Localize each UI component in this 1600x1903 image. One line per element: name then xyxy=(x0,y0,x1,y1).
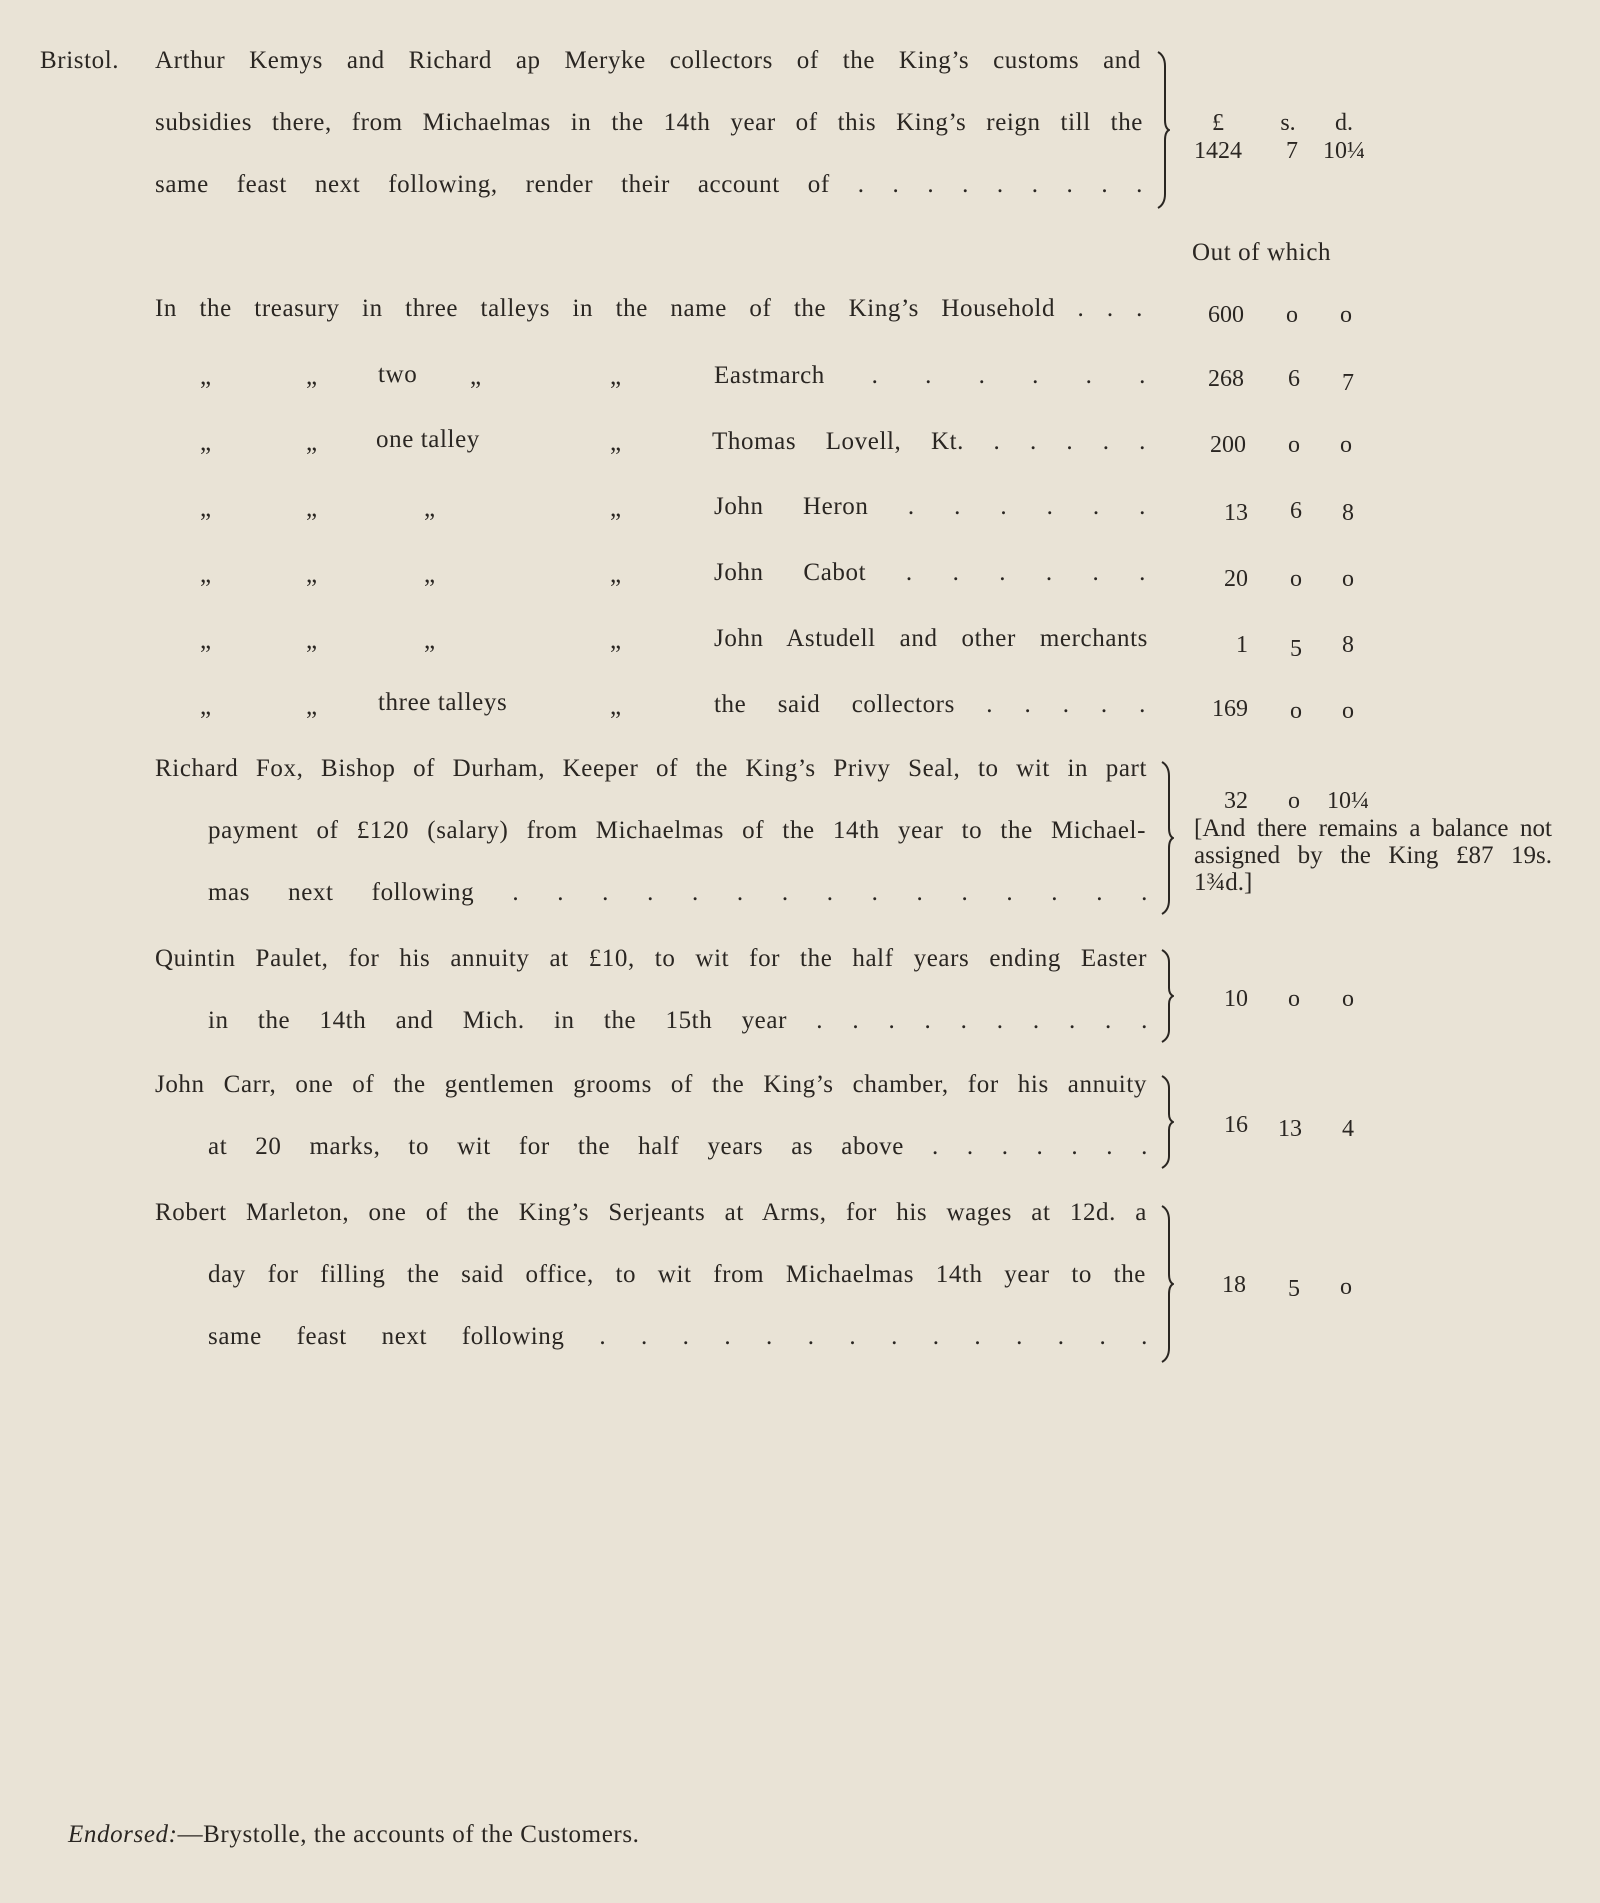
total-pounds: 1424 xyxy=(1194,138,1242,164)
entry-line: day for filling the said office, to wit from Michaelmas 14th year to the xyxy=(208,1261,1146,1288)
amount-pence: o xyxy=(1342,566,1354,592)
amount-shillings: 6 xyxy=(1290,498,1302,524)
amount-shillings: o xyxy=(1290,566,1302,592)
total-shillings: 7 xyxy=(1286,138,1298,164)
talley-count: three talleys xyxy=(378,689,508,716)
entry-line: at 20 marks, to wit for the half years as above . . . . . . . xyxy=(208,1133,1148,1160)
talley-name: the said collectors . . . . . xyxy=(714,691,1146,718)
amount-pounds: 18 xyxy=(1222,1272,1246,1298)
amount-pounds: 20 xyxy=(1224,566,1248,592)
heading-line-1: Arthur Kemys and Richard ap Meryke collectors of the King’s customs and xyxy=(155,47,1141,74)
talley-name: John Cabot . . . . . . xyxy=(714,559,1146,586)
entry-line: mas next following . . . . . . . . . . . . . . . xyxy=(208,879,1148,906)
amount-shillings: o xyxy=(1288,788,1300,814)
ditto-mark: „ xyxy=(610,495,622,522)
talley-count: two xyxy=(378,361,418,388)
entry-line: Quintin Paulet, for his annuity at £10, to wit for the half years ending Easter xyxy=(155,945,1147,972)
amount-pounds: 169 xyxy=(1212,696,1248,722)
ditto-mark: „ xyxy=(610,429,622,456)
ditto-mark: „ xyxy=(200,627,212,654)
amount-pence: o xyxy=(1342,698,1354,724)
ditto-mark: „ xyxy=(424,627,436,654)
endorsement xyxy=(68,1820,640,1850)
unit-pounds: £ xyxy=(1212,110,1224,136)
place-label: Bristol. xyxy=(40,47,120,74)
amount-pounds: 1 xyxy=(1236,632,1248,658)
ditto-mark: „ xyxy=(200,429,212,456)
amount-shillings: 5 xyxy=(1288,1276,1300,1302)
talley-name: John Astudell and other merchants xyxy=(714,625,1148,652)
ditto-mark: „ xyxy=(610,627,622,654)
amount-pounds: 200 xyxy=(1210,432,1246,458)
entry-line: Robert Marleton, one of the King’s Serjeants at Arms, for his wages at 12d. a xyxy=(155,1199,1147,1226)
ditto-mark: „ xyxy=(200,693,212,720)
unit-pence: d. xyxy=(1335,110,1353,136)
ditto-mark: „ xyxy=(306,561,318,588)
amount-pounds: 268 xyxy=(1208,366,1244,392)
entry-line: payment of £120 (salary) from Michaelmas of the 14th year to the Michael- xyxy=(208,817,1146,844)
amount-shillings: 5 xyxy=(1290,636,1302,662)
ditto-mark: „ xyxy=(306,693,318,720)
amount-shillings: o xyxy=(1288,986,1300,1012)
amount-shillings: o xyxy=(1286,302,1298,328)
amount-shillings: o xyxy=(1290,698,1302,724)
entry-line: John Carr, one of the gentlemen grooms of the King’s chamber, for his annuity xyxy=(155,1071,1147,1098)
ditto-mark: „ xyxy=(470,363,482,390)
amount-pence: 8 xyxy=(1342,500,1354,526)
amount-pence: o xyxy=(1340,1274,1352,1300)
ditto-mark: „ xyxy=(306,627,318,654)
amount-shillings: 6 xyxy=(1288,366,1300,392)
entry-line: in the 14th and Mich. in the 15th year . . . . . . . . . . xyxy=(208,1007,1148,1034)
talley-count: one talley xyxy=(376,426,480,453)
endorsed-label: Endorsed: xyxy=(68,1821,178,1848)
amount-pence: 4 xyxy=(1342,1116,1354,1142)
talley-name: John Heron . . . . . . xyxy=(714,493,1146,520)
ditto-mark: „ xyxy=(610,561,622,588)
amount-pence: o xyxy=(1340,302,1352,328)
unit-shillings: s. xyxy=(1280,110,1296,136)
entry-brace xyxy=(1160,760,1174,916)
talley-name: Thomas Lovell, Kt. . . . . . xyxy=(712,428,1146,455)
endorsed-text: —Brystolle, the accounts of the Customers. xyxy=(177,1821,640,1848)
talley-name: Eastmarch . . . . . . xyxy=(714,362,1146,389)
amount-pounds: 13 xyxy=(1224,500,1248,526)
treasury-intro: In the treasury in three talleys in the name of the King’s Household . . . xyxy=(155,295,1143,322)
amount-pence: o xyxy=(1342,986,1354,1012)
entry-brace xyxy=(1160,1204,1174,1364)
amount-pence: 7 xyxy=(1342,370,1354,396)
ditto-mark: „ xyxy=(610,693,622,720)
balance-note: [And there remains a balance not assigned by the King £87 19s. 1¾d.] xyxy=(1194,815,1552,896)
entry-line: Richard Fox, Bishop of Durham, Keeper of the King’s Privy Seal, to wit in part xyxy=(155,755,1147,782)
amount-pounds: 10 xyxy=(1224,986,1248,1012)
entry-line: same feast next following . . . . . . . . . . . . . . xyxy=(208,1323,1148,1350)
ditto-mark: „ xyxy=(424,495,436,522)
amount-pence: 8 xyxy=(1342,632,1354,658)
entry-brace xyxy=(1160,948,1174,1044)
amount-pounds: 16 xyxy=(1224,1112,1248,1138)
ditto-mark: „ xyxy=(200,363,212,390)
ditto-mark: „ xyxy=(610,363,622,390)
ditto-mark: „ xyxy=(200,495,212,522)
amount-shillings: o xyxy=(1288,432,1300,458)
entry-brace xyxy=(1160,1074,1174,1170)
ditto-mark: „ xyxy=(306,363,318,390)
heading-line-2: subsidies there, from Michaelmas in the 14th year of this King’s reign till the xyxy=(155,109,1143,136)
heading-brace xyxy=(1156,50,1170,210)
amount-pounds: 32 xyxy=(1224,788,1248,814)
amount-pence: o xyxy=(1340,432,1352,458)
ditto-mark: „ xyxy=(306,495,318,522)
heading-line-3: same feast next following, render their account of . . . . . . . . . xyxy=(155,171,1143,198)
amount-pounds: 600 xyxy=(1208,302,1244,328)
ditto-mark: „ xyxy=(200,561,212,588)
out-of-which-label: Out of which xyxy=(1192,239,1332,266)
ditto-mark: „ xyxy=(424,561,436,588)
total-pence: 10¼ xyxy=(1323,138,1365,164)
amount-shillings: 13 xyxy=(1278,1116,1302,1142)
amount-pence: 10¼ xyxy=(1327,788,1369,814)
ditto-mark: „ xyxy=(306,429,318,456)
